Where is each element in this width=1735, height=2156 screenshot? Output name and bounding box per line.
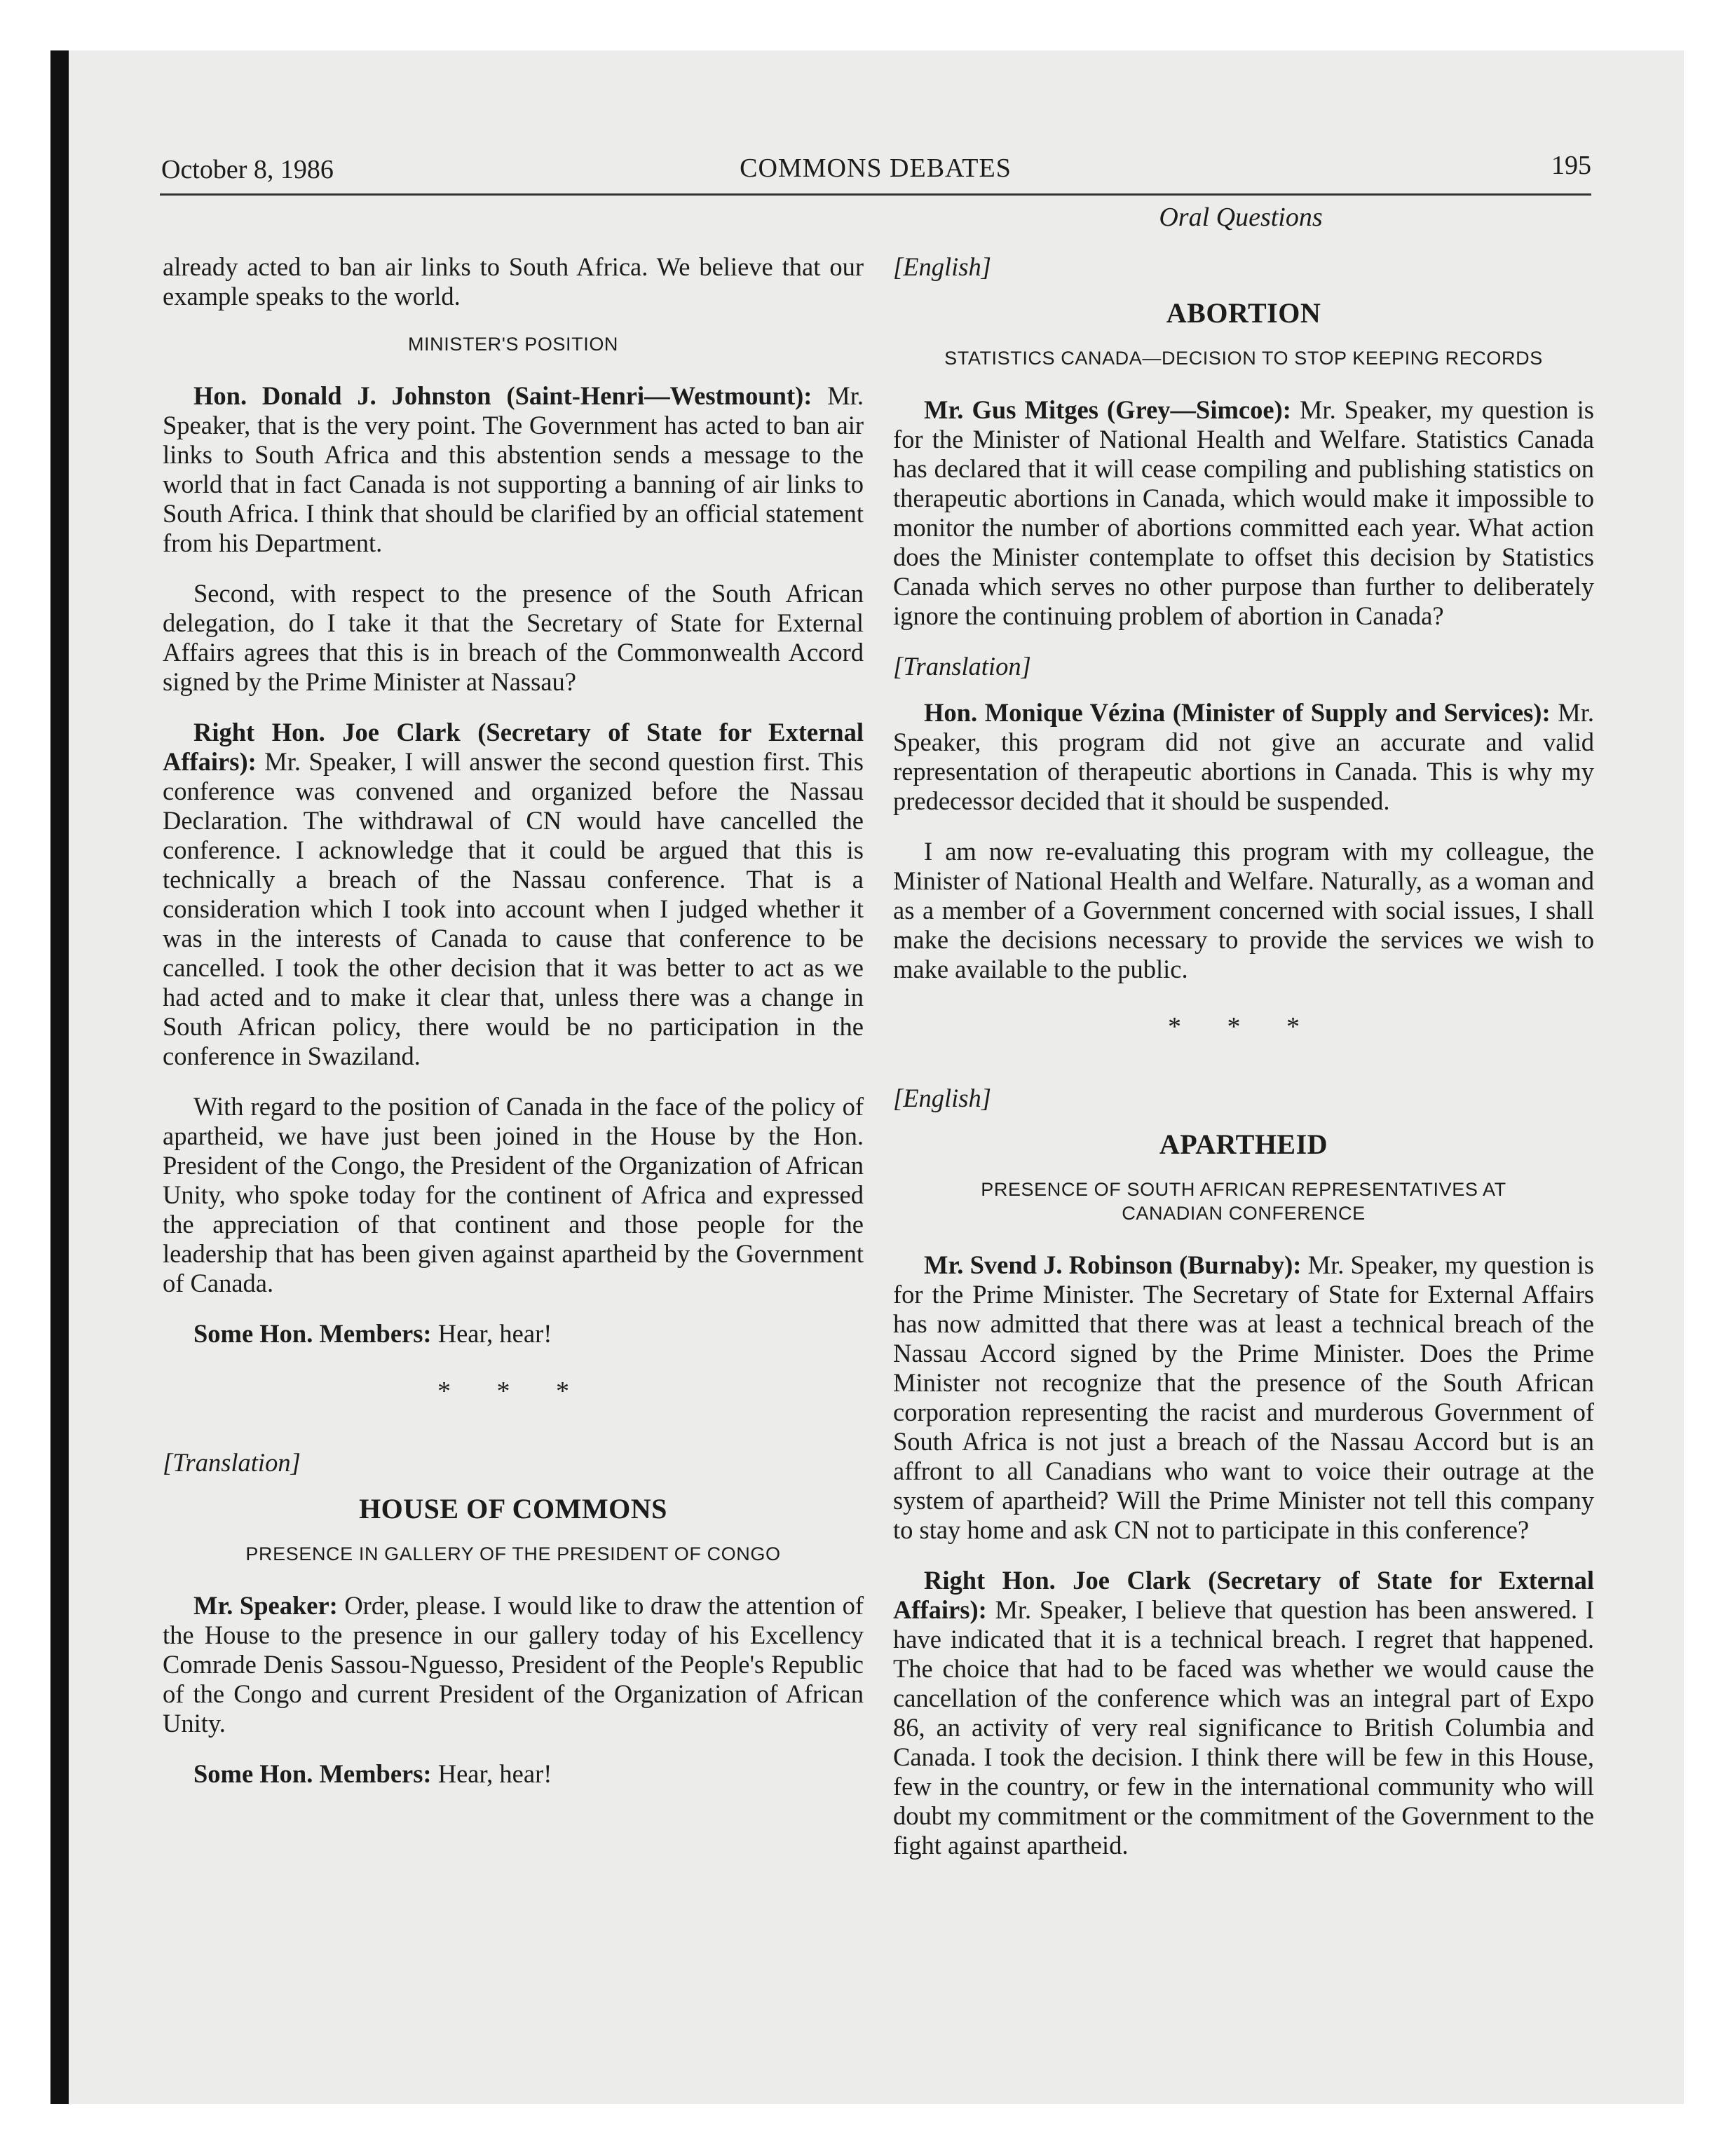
speech-text: Hear, hear! xyxy=(431,1759,552,1788)
speech-text: Mr. Speaker, this program did not give an accurate and valid representation of therapeutic abortions in Canada. This is why my predecessor decided that it should be suspended. xyxy=(893,698,1594,815)
language-label: [English] xyxy=(893,252,991,281)
paragraph xyxy=(163,1591,864,1738)
section-heading: APARTHEID xyxy=(1159,1128,1328,1160)
speaker-name: Mr. Gus Mitges (Grey—Simcoe): xyxy=(924,395,1291,424)
section-separator: * * * xyxy=(1168,1012,1319,1042)
paragraph: I am now re-evaluating this program with my colleague, the Minister of National Health and Welfare. Naturally, as a woman and as a member of a Government concerned with social issues, I shall make the decisions necessary to provide the services we wish to make available to the public. xyxy=(893,837,1594,983)
section-heading: HOUSE OF COMMONS xyxy=(359,1493,667,1524)
speech-text: Mr. Speaker, my question is for the Prime Minister. The Secretary of State for External Affairs has now admitted that there was at least a technical breach of the Nassau Accord signed by the Prime Minister. Does the Prime Minister not recognize that the presence of the South African corporation representing the racist and murderous Government of South Africa is not just a breach of the Nassau Accord but is an affront to all Canadians who want to voice their outrage at the system of apartheid? Will the Prime Minister not tell this company to stay home and ask CN not to participate in this conference? xyxy=(893,1250,1594,1544)
paragraph xyxy=(163,718,864,1071)
speech-text: Mr. Speaker, my question is for the Minister of National Health and Welfare. Statistics Canada has declared that it will cease compiling and publishing statistics on therapeutic abortions in Canada, which would make it impossible to monitor the number of abortions committed each year. What action does the Minister contemplate to offset this decision by Statistics Canada which serves no other purpose than further to deliberately ignore the continuing problem of abortion in Canada? xyxy=(893,395,1594,630)
left-column xyxy=(163,252,864,1810)
speaker-name: Mr. Svend J. Robinson (Burnaby): xyxy=(924,1250,1302,1279)
paragraph xyxy=(893,395,1594,631)
paragraph: Second, with respect to the presence of the South African delegation, do I take it that the Secretary of State for External Affairs agrees that this is in breach of the Commonwealth Accord signed by the Prime Minister at Nassau? xyxy=(163,579,864,696)
speech-text: Hear, hear! xyxy=(431,1319,552,1348)
header-journal-title: COMMONS DEBATES xyxy=(740,153,1012,183)
language-label: [English] xyxy=(893,1084,991,1112)
speaker-name: Some Hon. Members: xyxy=(193,1759,432,1788)
paragraph xyxy=(163,1319,864,1349)
speaker-name: Right Hon. Joe Clark (Secretary of State for External Affairs): xyxy=(893,1566,1594,1624)
subheading-line: PRESENCE OF SOUTH AFRICAN REPRESENTATIVES AT xyxy=(981,1179,1506,1200)
paragraph xyxy=(163,1759,864,1789)
page-header xyxy=(160,150,1591,196)
header-page-number: 195 xyxy=(1551,151,1591,180)
paragraph: With regard to the position of Canada in the face of the policy of apartheid, we have just been joined in the House by the Hon. President of the Congo, the President of the Organization of African Unity, who spoke today for the continent of Africa and expressed the appreciation of that continent and those people for the leadership that has been given against apartheid by the Government of Canada. xyxy=(163,1092,864,1297)
speaker-name: Hon. Donald J. Johnston (Saint-Henri—Westmount): xyxy=(193,381,812,410)
subheading-ministers-position: MINISTER'S POSITION xyxy=(407,334,619,355)
speaker-name: Hon. Monique Vézina (Minister of Supply and Services): xyxy=(924,698,1551,727)
paragraph xyxy=(163,381,864,558)
speech-text: Mr. Speaker, I believe that question has been answered. I have indicated that it is a technical breach. I regret that happened. The choice that had to be faced was whether we would cause the cancellation of the conference which was an integral part of Expo 86, an activity of very real significance to British Columbia and Canada. I took the decision. I think there will be few in this House, few in the country, or few in the international community who will doubt my commitment or the commitment of the Government to the fight against apartheid. xyxy=(893,1595,1594,1860)
speech-text: Order, please. I would like to draw the attention of the House to the presence in our gallery today of his Excellency Comrade Denis Sassou-Nguesso, President of the People's Republic of the Congo and current President of the Organization of African Unity. xyxy=(163,1591,864,1738)
speech-text: Mr. Speaker, I will answer the second question first. This conference was convened and organized before the Nassau Declaration. The withdrawal of CN would have cancelled the conference. I acknowledge that it could be argued that this is technically a breach of the Nassau conference. That is a consideration which I took into account when I judged whether it was in the interests of Canada to cause that conference to be cancelled. I took the other decision that it was better to act as we had acted and to make it clear that, unless there was a change in South African policy, there would be no participation in the conference in Swaziland. xyxy=(163,747,864,1070)
section-heading: ABORTION xyxy=(1166,297,1321,329)
right-column xyxy=(893,252,1594,1881)
paragraph xyxy=(893,698,1594,816)
language-label: [Translation] xyxy=(893,652,1031,681)
speaker-name: Mr. Speaker: xyxy=(193,1591,338,1620)
subheading: PRESENCE IN GALLERY OF THE PRESIDENT OF CONGO xyxy=(245,1543,781,1564)
language-label: [Translation] xyxy=(163,1448,301,1477)
section-separator: * * * xyxy=(437,1377,589,1406)
header-date: October 8, 1986 xyxy=(161,155,334,184)
subheading xyxy=(893,1178,1594,1225)
subheading: STATISTICS CANADA—DECISION TO STOP KEEPING RECORDS xyxy=(944,348,1543,369)
paragraph xyxy=(893,1250,1594,1545)
speech-text: Mr. Speaker, that is the very point. The Government has acted to ban air links to South Africa and this abstention sends a message to the world that in fact Canada is not supporting a banning of air links to South Africa. I think that should be clarified by an official statement from his Department. xyxy=(163,381,864,557)
speaker-name: Right Hon. Joe Clark (Secretary of State for External Affairs): xyxy=(163,718,864,776)
paragraph xyxy=(893,1566,1594,1860)
subheading-line: CANADIAN CONFERENCE xyxy=(1122,1203,1366,1224)
scan-edge-shadow xyxy=(50,50,69,2104)
speaker-name: Some Hon. Members: xyxy=(193,1319,432,1348)
running-title: Oral Questions xyxy=(1159,203,1323,232)
paragraph: already acted to ban air links to South Africa. We believe that our example speaks to the world. xyxy=(163,252,864,311)
